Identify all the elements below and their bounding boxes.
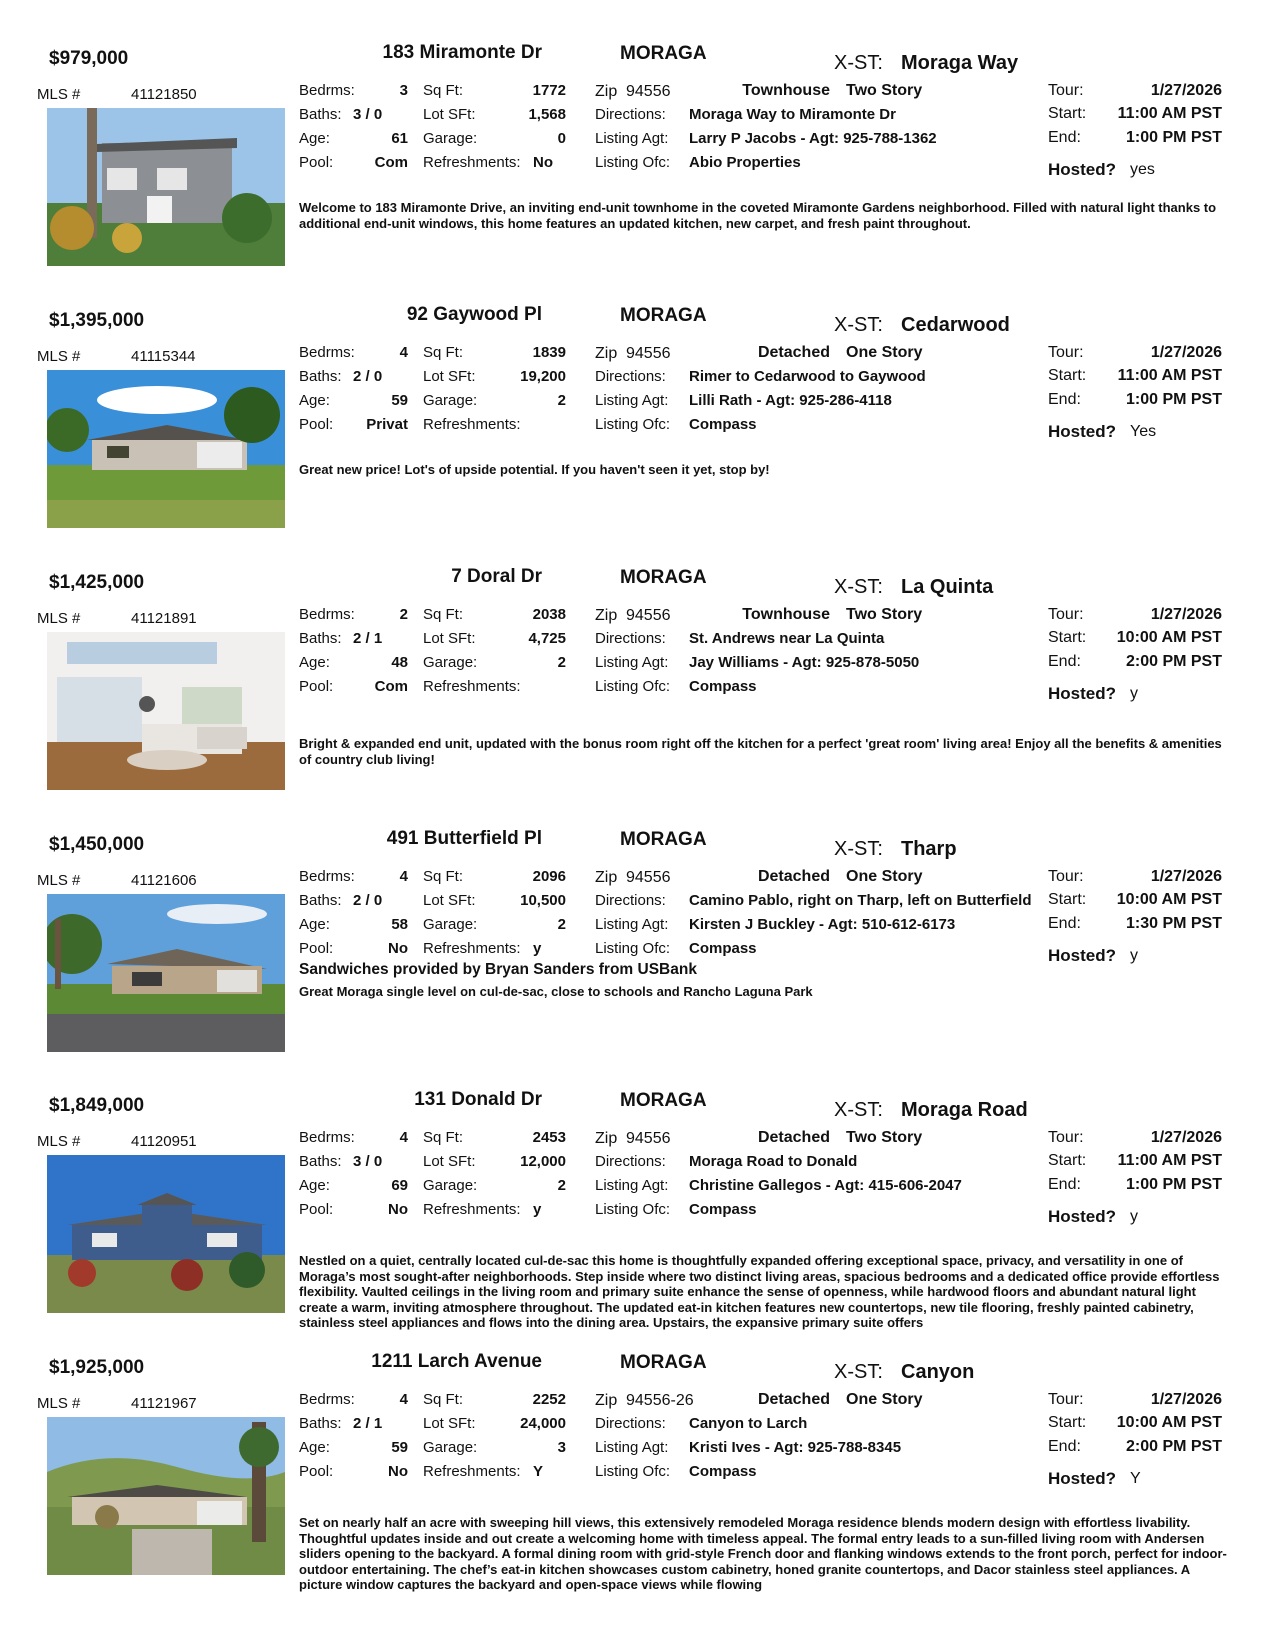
mls-label: MLS # bbox=[37, 872, 81, 889]
baths-value: 2 / 1 bbox=[353, 630, 383, 647]
listing-agent: Kristi Ives - Agt: 925-788-8345 bbox=[689, 1439, 902, 1456]
garage-label: Garage: bbox=[423, 392, 478, 409]
listing-description: Bright & expanded end unit, updated with the bonus room right off the kitchen for a perfect 'great room' living area! Enjoy all the benefits & amenities of country club living! bbox=[299, 736, 1222, 767]
listing-description: Welcome to 183 Miramonte Drive, an inviting end-unit townhome in the coveted Miramonte Gardens neighborhood. Filled with natural light thanks to additional end-unit windows, this home features an updated kitchen, new carpet, and fresh paint throughout. bbox=[299, 200, 1217, 231]
listing-office: Abio Properties bbox=[689, 154, 801, 171]
lot-label: Lot SFt: bbox=[423, 1153, 476, 1170]
refreshments-value: y bbox=[533, 1201, 542, 1218]
listing-address: 7 Doral Dr bbox=[451, 566, 542, 587]
cross-street-label: X-ST: bbox=[834, 576, 883, 598]
refreshments-label: Refreshments: bbox=[423, 1463, 521, 1480]
refreshments-label: Refreshments: bbox=[423, 1201, 521, 1218]
pool-label: Pool: bbox=[299, 1463, 334, 1480]
baths-label: Baths: bbox=[299, 630, 342, 647]
sqft-value: 2453 bbox=[532, 1129, 566, 1146]
start-label: Start: bbox=[1048, 1152, 1087, 1169]
age-value: 48 bbox=[391, 654, 408, 671]
lot-value: 1,568 bbox=[528, 106, 566, 123]
property-type: Detached bbox=[757, 1129, 830, 1146]
sqft-label: Sq Ft: bbox=[423, 868, 464, 885]
hosted-value: Y bbox=[1130, 1470, 1141, 1487]
listing-card bbox=[0, 38, 1275, 298]
listing-price: $1,450,000 bbox=[49, 834, 145, 855]
sqft-label: Sq Ft: bbox=[423, 1391, 464, 1408]
end-time: 2:00 PM PST bbox=[1125, 653, 1222, 670]
listing-address: 92 Gaywood Pl bbox=[406, 304, 542, 325]
mls-number: 41120951 bbox=[131, 1133, 197, 1150]
end-time: 1:30 PM PST bbox=[1125, 915, 1222, 932]
cross-street-value: Moraga Way bbox=[901, 52, 1019, 74]
refreshments-label: Refreshments: bbox=[423, 416, 521, 433]
garage-value: 2 bbox=[557, 1177, 566, 1194]
pool-label: Pool: bbox=[299, 154, 334, 171]
listing-office: Compass bbox=[689, 1463, 757, 1480]
garage-label: Garage: bbox=[423, 1439, 478, 1456]
hosted-label: Hosted? bbox=[1048, 1469, 1116, 1488]
sqft-value: 2252 bbox=[532, 1391, 566, 1408]
property-stories: One Story bbox=[846, 1391, 923, 1408]
lot-label: Lot SFt: bbox=[423, 106, 476, 123]
listing-agent: Lilli Rath - Agt: 925-286-4118 bbox=[689, 392, 892, 409]
agent-label: Listing Agt: bbox=[595, 916, 669, 933]
mls-label: MLS # bbox=[37, 1395, 81, 1412]
property-photo[interactable] bbox=[47, 894, 285, 1052]
start-label: Start: bbox=[1048, 105, 1087, 122]
start-time: 10:00 AM PST bbox=[1116, 1414, 1222, 1431]
end-time: 2:00 PM PST bbox=[1125, 1438, 1222, 1455]
start-label: Start: bbox=[1048, 367, 1087, 384]
hosted-value: Yes bbox=[1130, 423, 1157, 440]
garage-value: 0 bbox=[557, 130, 566, 147]
age-value: 59 bbox=[391, 1439, 408, 1456]
cross-street-value: Tharp bbox=[901, 838, 957, 860]
sqft-label: Sq Ft: bbox=[423, 606, 464, 623]
age-value: 69 bbox=[391, 1177, 408, 1194]
listing-agent: Kirsten J Buckley - Agt: 510-612-6173 bbox=[689, 916, 956, 933]
zip-label: Zip bbox=[595, 1130, 618, 1147]
cross-street-value: La Quinta bbox=[901, 576, 994, 598]
listing-card bbox=[0, 824, 1275, 1084]
listing-city: MORAGA bbox=[620, 1090, 707, 1111]
tour-label: Tour: bbox=[1048, 82, 1084, 99]
end-label: End: bbox=[1048, 653, 1081, 670]
pool-value: No bbox=[388, 1463, 408, 1480]
listing-price: $979,000 bbox=[49, 48, 129, 69]
property-stories: One Story bbox=[846, 344, 923, 361]
zip-label: Zip bbox=[595, 345, 618, 362]
hosted-label: Hosted? bbox=[1048, 160, 1116, 179]
age-label: Age: bbox=[299, 916, 330, 933]
age-value: 61 bbox=[391, 130, 408, 147]
sqft-value: 1772 bbox=[532, 82, 566, 99]
start-label: Start: bbox=[1048, 629, 1087, 646]
lot-value: 10,500 bbox=[520, 892, 566, 909]
tour-label: Tour: bbox=[1048, 606, 1084, 623]
bedrooms-value: 4 bbox=[399, 344, 408, 361]
end-label: End: bbox=[1048, 129, 1081, 146]
sqft-value: 2096 bbox=[532, 868, 566, 885]
listing-agent: Larry P Jacobs - Agt: 925-788-1362 bbox=[689, 130, 937, 147]
listing-agent: Jay Williams - Agt: 925-878-5050 bbox=[689, 654, 920, 671]
end-time: 1:00 PM PST bbox=[1125, 129, 1222, 146]
hosted-label: Hosted? bbox=[1048, 422, 1116, 441]
hosted-value: y bbox=[1130, 947, 1138, 964]
refreshments-value: No bbox=[533, 154, 553, 171]
property-photo[interactable] bbox=[47, 1155, 285, 1313]
tour-date: 1/27/2026 bbox=[1150, 344, 1222, 361]
hosted-label: Hosted? bbox=[1048, 684, 1116, 703]
lot-value: 12,000 bbox=[520, 1153, 566, 1170]
zip-value: 94556 bbox=[626, 83, 671, 100]
directions-label: Directions: bbox=[595, 630, 666, 647]
pool-value: Privat bbox=[366, 416, 408, 433]
cross-street-label: X-ST: bbox=[834, 1099, 883, 1121]
tour-label: Tour: bbox=[1048, 1129, 1084, 1146]
office-label: Listing Ofc: bbox=[595, 1463, 671, 1480]
garage-value: 3 bbox=[557, 1439, 566, 1456]
end-label: End: bbox=[1048, 1438, 1081, 1455]
listing-description: Great new price! Lot's of upside potential. If you haven't seen it yet, stop by! bbox=[299, 462, 770, 477]
zip-value: 94556 bbox=[626, 869, 671, 886]
bedrooms-value: 4 bbox=[399, 1391, 408, 1408]
listing-address: 183 Miramonte Dr bbox=[382, 42, 542, 63]
property-stories: Two Story bbox=[846, 1129, 923, 1146]
garage-value: 2 bbox=[557, 392, 566, 409]
age-label: Age: bbox=[299, 130, 330, 147]
bedrooms-label: Bedrms: bbox=[299, 868, 355, 885]
property-photo[interactable] bbox=[47, 108, 285, 266]
refreshments-label: Refreshments: bbox=[423, 678, 521, 695]
listing-price: $1,925,000 bbox=[49, 1357, 145, 1378]
agent-label: Listing Agt: bbox=[595, 130, 669, 147]
pool-label: Pool: bbox=[299, 678, 334, 695]
listing-price: $1,425,000 bbox=[49, 572, 145, 593]
lot-label: Lot SFt: bbox=[423, 630, 476, 647]
property-photo[interactable] bbox=[47, 632, 285, 790]
bedrooms-label: Bedrms: bbox=[299, 82, 355, 99]
baths-value: 3 / 0 bbox=[353, 106, 383, 123]
bedrooms-value: 2 bbox=[399, 606, 408, 623]
refreshments-label: Refreshments: bbox=[423, 940, 521, 957]
zip-value: 94556-26 bbox=[626, 1392, 694, 1409]
listing-description: Set on nearly half an acre with sweeping hill views, this extensively remodeled Moraga residence blends modern design with effortless livability. Thoughtful updates inside and out create a welcoming home with timeless appeal. The formal entry leads to a sun-filled living room with Andersen sliders opening to the backyard. A formal dining room with grid-style French door and flanking windows extends to the front porch, perfect for indoor-outdoor entertaining. The chef’s eat-in kitchen showcases custom cabinetry, honed granite countertops, and Dacor stainless steel appliances. A picture window captures the backyard and open-space views while flowing bbox=[299, 1515, 1227, 1593]
pool-label: Pool: bbox=[299, 416, 334, 433]
office-label: Listing Ofc: bbox=[595, 1201, 671, 1218]
property-photo[interactable] bbox=[47, 1417, 285, 1575]
tour-date: 1/27/2026 bbox=[1150, 82, 1222, 99]
hosted-label: Hosted? bbox=[1048, 946, 1116, 965]
listing-card bbox=[0, 562, 1275, 822]
listing-office: Compass bbox=[689, 416, 757, 433]
agent-label: Listing Agt: bbox=[595, 654, 669, 671]
baths-value: 2 / 1 bbox=[353, 1415, 383, 1432]
listing-price: $1,849,000 bbox=[49, 1095, 145, 1116]
listing-city: MORAGA bbox=[620, 305, 707, 326]
start-time: 11:00 AM PST bbox=[1117, 105, 1222, 122]
tour-label: Tour: bbox=[1048, 1391, 1084, 1408]
property-type: Detached bbox=[757, 344, 830, 361]
listing-description: Nestled on a quiet, centrally located cul-de-sac this home is thoughtfully expanded offering exceptional space, privacy, and versatility in one of Moraga’s most sought-after neighborhoods. Step inside where two distinct living areas, spacious bedrooms and a dedicated office provide effortless flexibility. Vaulted ceilings in the living room and primary suite enhance the sense of openness, while hardwood floors and abundant natural light create a warm, inviting atmosphere throughout. The updated eat-in kitchen features new countertops, new tile flooring, freshly painted cabinetry, stainless steel appliances and flows into the dining area. Upstairs, the expansive primary suite offers bbox=[299, 1253, 1220, 1331]
directions-label: Directions: bbox=[595, 1415, 666, 1432]
zip-value: 94556 bbox=[626, 345, 671, 362]
listing-agent: Christine Gallegos - Agt: 415-606-2047 bbox=[689, 1177, 962, 1194]
age-label: Age: bbox=[299, 654, 330, 671]
property-type: Townhouse bbox=[742, 606, 830, 623]
property-stories: One Story bbox=[846, 868, 923, 885]
agent-label: Listing Agt: bbox=[595, 392, 669, 409]
directions-label: Directions: bbox=[595, 892, 666, 909]
directions-label: Directions: bbox=[595, 106, 666, 123]
hosted-label: Hosted? bbox=[1048, 1207, 1116, 1226]
tour-label: Tour: bbox=[1048, 868, 1084, 885]
hosted-value: yes bbox=[1130, 161, 1155, 178]
start-label: Start: bbox=[1048, 1414, 1087, 1431]
listing-description: Great Moraga single level on cul-de-sac, close to schools and Rancho Laguna Park bbox=[299, 984, 813, 999]
refreshments-label: Refreshments: bbox=[423, 154, 521, 171]
directions-value: Moraga Way to Miramonte Dr bbox=[689, 106, 896, 123]
garage-label: Garage: bbox=[423, 916, 478, 933]
end-label: End: bbox=[1048, 391, 1081, 408]
garage-label: Garage: bbox=[423, 1177, 478, 1194]
zip-label: Zip bbox=[595, 869, 618, 886]
listing-city: MORAGA bbox=[620, 43, 707, 64]
zip-value: 94556 bbox=[626, 1130, 671, 1147]
baths-label: Baths: bbox=[299, 106, 342, 123]
tour-date: 1/27/2026 bbox=[1150, 868, 1222, 885]
bedrooms-label: Bedrms: bbox=[299, 1391, 355, 1408]
baths-label: Baths: bbox=[299, 368, 342, 385]
listing-address: 491 Butterfield Pl bbox=[386, 828, 542, 849]
office-label: Listing Ofc: bbox=[595, 678, 671, 695]
zip-label: Zip bbox=[595, 607, 618, 624]
mls-label: MLS # bbox=[37, 1133, 81, 1150]
property-stories: Two Story bbox=[846, 606, 923, 623]
hosted-value: y bbox=[1130, 1208, 1138, 1225]
pool-label: Pool: bbox=[299, 940, 334, 957]
tour-date: 1/27/2026 bbox=[1150, 606, 1222, 623]
baths-label: Baths: bbox=[299, 892, 342, 909]
tour-date: 1/27/2026 bbox=[1150, 1391, 1222, 1408]
property-type: Detached bbox=[757, 1391, 830, 1408]
start-time: 10:00 AM PST bbox=[1116, 629, 1222, 646]
zip-label: Zip bbox=[595, 83, 618, 100]
baths-value: 2 / 0 bbox=[353, 368, 383, 385]
mls-number: 41121850 bbox=[131, 86, 197, 103]
end-label: End: bbox=[1048, 1176, 1081, 1193]
cross-street-value: Moraga Road bbox=[901, 1099, 1028, 1121]
lot-label: Lot SFt: bbox=[423, 368, 476, 385]
listing-address: 131 Donald Dr bbox=[414, 1089, 542, 1110]
pool-value: Com bbox=[374, 678, 408, 695]
hosted-value: y bbox=[1130, 685, 1138, 702]
garage-label: Garage: bbox=[423, 654, 478, 671]
directions-value: Canyon to Larch bbox=[689, 1415, 808, 1432]
baths-value: 2 / 0 bbox=[353, 892, 383, 909]
listing-city: MORAGA bbox=[620, 829, 707, 850]
listing-card bbox=[0, 1085, 1275, 1345]
property-type: Detached bbox=[757, 868, 830, 885]
tour-label: Tour: bbox=[1048, 344, 1084, 361]
bedrooms-value: 4 bbox=[399, 1129, 408, 1146]
start-time: 10:00 AM PST bbox=[1116, 891, 1222, 908]
mls-number: 41121891 bbox=[131, 610, 197, 627]
mls-number: 41121606 bbox=[131, 872, 197, 889]
refreshments-value: Y bbox=[533, 1463, 544, 1480]
cross-street-label: X-ST: bbox=[834, 1361, 883, 1383]
garage-label: Garage: bbox=[423, 130, 478, 147]
mls-number: 41121967 bbox=[131, 1395, 197, 1412]
listing-city: MORAGA bbox=[620, 1352, 707, 1373]
end-time: 1:00 PM PST bbox=[1125, 1176, 1222, 1193]
lot-value: 19,200 bbox=[520, 368, 566, 385]
mls-number: 41115344 bbox=[131, 348, 196, 365]
cross-street-label: X-ST: bbox=[834, 314, 883, 336]
listing-notes: Sandwiches provided by Bryan Sanders from USBank bbox=[299, 961, 697, 978]
lot-label: Lot SFt: bbox=[423, 1415, 476, 1432]
agent-label: Listing Agt: bbox=[595, 1439, 669, 1456]
cross-street-value: Cedarwood bbox=[901, 314, 1010, 336]
directions-value: Camino Pablo, right on Tharp, left on Butterfield bbox=[689, 892, 1032, 909]
sqft-label: Sq Ft: bbox=[423, 1129, 464, 1146]
lot-value: 4,725 bbox=[528, 630, 566, 647]
property-photo[interactable] bbox=[47, 370, 285, 528]
bedrooms-value: 4 bbox=[399, 868, 408, 885]
directions-label: Directions: bbox=[595, 1153, 666, 1170]
age-label: Age: bbox=[299, 1439, 330, 1456]
bedrooms-label: Bedrms: bbox=[299, 344, 355, 361]
property-type: Townhouse bbox=[742, 82, 830, 99]
office-label: Listing Ofc: bbox=[595, 154, 671, 171]
sqft-label: Sq Ft: bbox=[423, 344, 464, 361]
baths-label: Baths: bbox=[299, 1153, 342, 1170]
pool-value: No bbox=[388, 1201, 408, 1218]
age-value: 58 bbox=[391, 916, 408, 933]
bedrooms-label: Bedrms: bbox=[299, 606, 355, 623]
pool-value: No bbox=[388, 940, 408, 957]
zip-value: 94556 bbox=[626, 607, 671, 624]
garage-value: 2 bbox=[557, 916, 566, 933]
listing-price: $1,395,000 bbox=[49, 310, 145, 331]
listing-office: Compass bbox=[689, 678, 757, 695]
cross-street-value: Canyon bbox=[901, 1361, 975, 1383]
garage-value: 2 bbox=[557, 654, 566, 671]
baths-value: 3 / 0 bbox=[353, 1153, 383, 1170]
end-label: End: bbox=[1048, 915, 1081, 932]
agent-label: Listing Agt: bbox=[595, 1177, 669, 1194]
lot-value: 24,000 bbox=[520, 1415, 566, 1432]
sqft-value: 1839 bbox=[532, 344, 566, 361]
start-time: 11:00 AM PST bbox=[1117, 1152, 1222, 1169]
cross-street-label: X-ST: bbox=[834, 838, 883, 860]
mls-label: MLS # bbox=[37, 348, 81, 365]
sqft-label: Sq Ft: bbox=[423, 82, 464, 99]
end-time: 1:00 PM PST bbox=[1125, 391, 1222, 408]
zip-label: Zip bbox=[595, 1392, 618, 1409]
office-label: Listing Ofc: bbox=[595, 416, 671, 433]
listing-card bbox=[0, 300, 1275, 560]
mls-label: MLS # bbox=[37, 610, 81, 627]
listing-office: Compass bbox=[689, 1201, 757, 1218]
pool-value: Com bbox=[374, 154, 408, 171]
sqft-value: 2038 bbox=[532, 606, 566, 623]
age-value: 59 bbox=[391, 392, 408, 409]
directions-label: Directions: bbox=[595, 368, 666, 385]
bedrooms-label: Bedrms: bbox=[299, 1129, 355, 1146]
office-label: Listing Ofc: bbox=[595, 940, 671, 957]
directions-value: Rimer to Cedarwood to Gaywood bbox=[689, 368, 926, 385]
listing-office: Compass bbox=[689, 940, 757, 957]
age-label: Age: bbox=[299, 1177, 330, 1194]
listing-card bbox=[0, 1347, 1275, 1607]
start-label: Start: bbox=[1048, 891, 1087, 908]
directions-value: St. Andrews near La Quinta bbox=[689, 630, 885, 647]
lot-label: Lot SFt: bbox=[423, 892, 476, 909]
tour-date: 1/27/2026 bbox=[1150, 1129, 1222, 1146]
directions-value: Moraga Road to Donald bbox=[689, 1153, 858, 1170]
listing-city: MORAGA bbox=[620, 567, 707, 588]
bedrooms-value: 3 bbox=[399, 82, 408, 99]
pool-label: Pool: bbox=[299, 1201, 334, 1218]
start-time: 11:00 AM PST bbox=[1117, 367, 1222, 384]
property-stories: Two Story bbox=[846, 82, 923, 99]
baths-label: Baths: bbox=[299, 1415, 342, 1432]
listing-address: 1211 Larch Avenue bbox=[371, 1351, 542, 1372]
refreshments-value: y bbox=[533, 940, 542, 957]
age-label: Age: bbox=[299, 392, 330, 409]
mls-label: MLS # bbox=[37, 86, 81, 103]
cross-street-label: X-ST: bbox=[834, 52, 883, 74]
